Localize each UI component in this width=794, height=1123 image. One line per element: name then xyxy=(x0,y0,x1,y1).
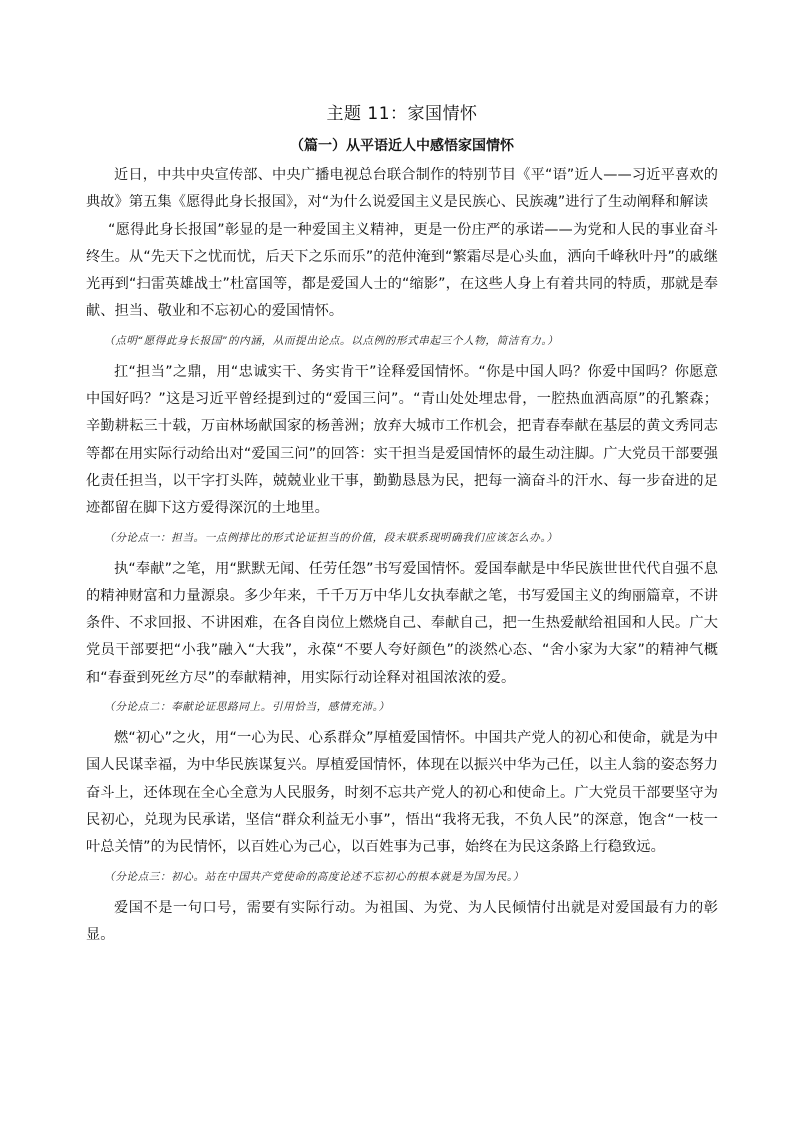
document-body xyxy=(86,100,718,949)
paragraph-responsibility: 扛“担当”之鼎，用“忠诚实干、务实肯干”诠释爱国情怀。“你是中国人吗？你爱中国吗？你愿意中国好吗？”这是习近平曾经提到过的“爱国三问”。“青山处处埋忠骨，一腔热血洒高原”的孔繁森；辛勤耕耘三十载，万亩林场献国家的杨善洲；放弃大城市工作机会，把青春奉献在基层的黄文秀同志等都在用实际行动给出对“爱国三问”的回答：实干担当是爱国情怀的最生动注脚。广大党员干部要强化责任担当，以干字打头阵，兢兢业业干事，勤勤恳恳为民，把每一滴奋斗的汗水、每一步奋进的足迹都留在脚下这方爱得深沉的土地里。 xyxy=(86,363,718,517)
paragraph-dedication: 执“奉献”之笔，用“默默无闻、任劳任怨”书写爱国情怀。爱国奉献是中华民族世世代代自强不息的精神财富和力量源泉。多少年来，千千万万中华儿女执奉献之笔，书写爱国主义的绚丽篇章，不讲条件、不求回报、不讲困难，在各自岗位上燃烧自己、奉献自己，把一生热爱献给祖国和人民。广大党员干部要把“小我”融入“大我”，永葆“不要人夸好颜色”的淡然心态、“舍小家为大家”的精神气概和“春蚕到死丝方尽”的奉献精神，用实际行动诠释对祖国浓浓的爱。 xyxy=(86,560,718,686)
annotation-note: （分论点二：奉献论证思路同上。引用恰当，感情充沛。） xyxy=(104,701,390,714)
paragraph-conclusion: 爱国不是一句口号，需要有实际行动。为祖国、为党、为人民倾情付出就是对爱国最有力的彰显。 xyxy=(86,899,718,943)
paragraph-original-aspiration: 燃“初心”之火，用“一心为民、心系群众”厚植爱国情怀。中国共产党人的初心和使命，就是为中国人民谋幸福，为中华民族谋复兴。厚植爱国情怀，体现在以振兴中华为己任，以主人翁的姿态努力奋斗上，还体现在全心全意为人民服务，时刻不忘共产党人的初心和使命上。广大党员干部要坚守为民初心，兑现为民承诺，坚信“群众利益无小事”，悟出“我将无我，不负人民”的深意，饱含“一枝一叶总关情”的为民情怀，以百姓心为己心，以百姓事为己事，始终在为民这条路上行稳致远。 xyxy=(86,730,718,856)
article-subtitle: （篇一）从平语近人中感悟家国情怀 xyxy=(290,138,514,154)
paragraph-thesis: “愿得此身长报国”彰显的是一种爱国主义精神，更是一份庄严的承诺——为党和人民的事业奋斗终生。从“先天下之忧而忧，后天下之乐而乐”的范仲淹到“繁霜尽是心头血，洒向千峰秋叶丹”的戚继光再到“扫雷英雄战士”杜富国等，都是爱国人士的“缩影”，在这些人身上有着共同的特质，那就是奉献、担当、敬业和不忘初心的爱国情怀。 xyxy=(86,221,718,320)
document-title: 主题 11：家国情怀 xyxy=(326,104,478,124)
annotation-note: （分论点三：初心。站在中国共产党使命的高度论述不忘初心的根本就是为国为民。） xyxy=(104,870,525,883)
annotation-note: （点明“愿得此身长报国”的内涵，从而提出论点。以点例的形式串起三个人物，简洁有力。） xyxy=(104,334,559,347)
paragraph-intro: 近日，中共中央宣传部、中央广播电视总台联合制作的特别节目《平“语”近人——习近平喜欢的典故》第五集《愿得此身长报国》，对“为什么说爱国主义是民族心、民族魂”进行了生动阐释和解读 xyxy=(86,167,718,211)
annotation-note: （分论点一：担当。一点例排比的形式论证担当的价值，段末联系现明确我们应该怎么办。） xyxy=(104,531,558,544)
